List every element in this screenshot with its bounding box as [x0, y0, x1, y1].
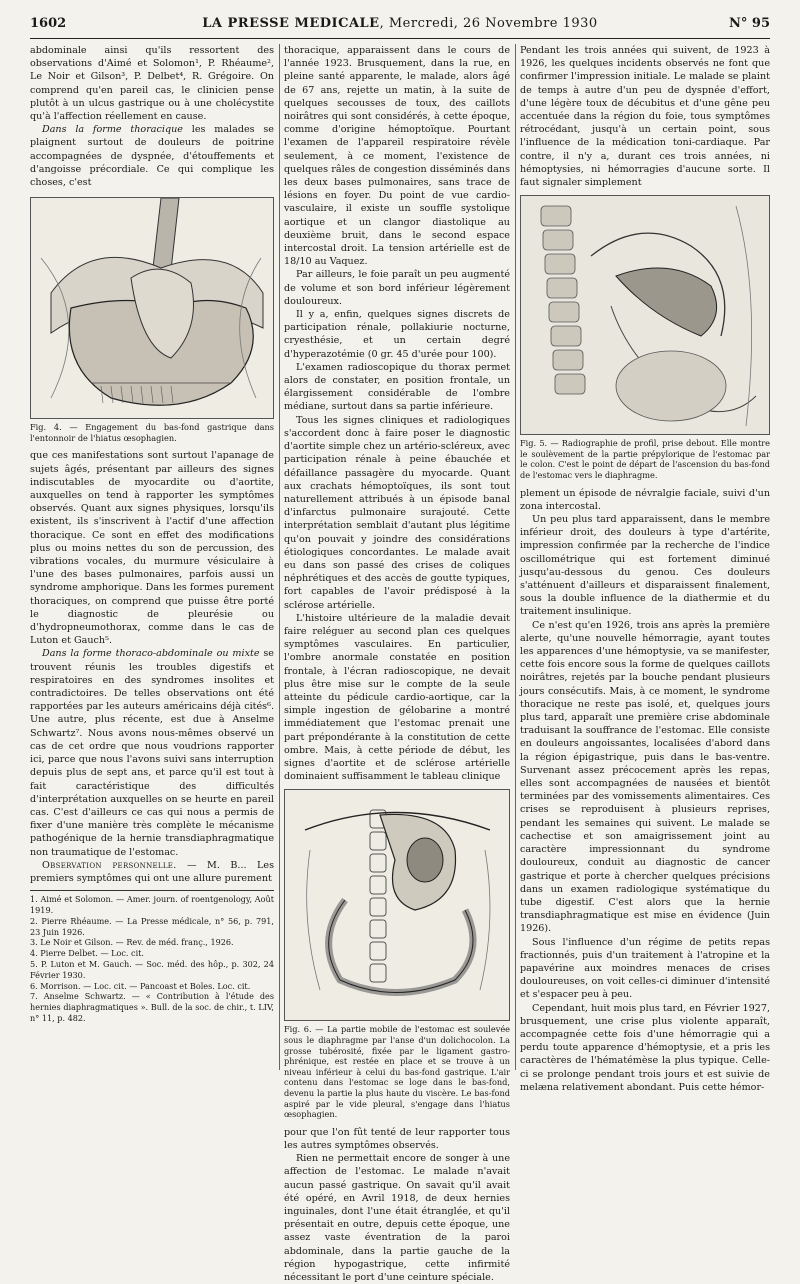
paragraph-text: se trouvent réunis les troubles digestifs et respiratoires en des syndromes insolites et contradictoires. De telles observations ont été rapportées par les auteurs américains déjà cités⁶. Une autre, plus récente, est due à Anselme Schwartz⁷. Nous avons nous-mêmes observé un cas de cet ordre que nous voudrions rapporter ici, parce que nous l'avons suivi sans interruption depuis plus de sept ans, et parce qu'il est tout à fait caractéristique des difficultés d'interprétation auxquelles on se heurte en pareil cas. C'est d'ailleurs ce cas qui nous a permis de fixer d'une manière très complète le mécanisme pathogénique de la hernie transdiaphragmatique non traumatique de l'estomac.	[30, 648, 274, 858]
paragraph	[30, 123, 274, 189]
caption-text: — La partie mobile de l'estomac est soulevée sous le diaphragme par l'anse d'un dolichocolon. La grosse tubérosité, fixée par le ligament gastro-phrénique, est restée en place et se trouve à un niveau inférieur à celui du bas-fond gastrique. L'air contenu dans l'estomac se loge dans le bas-fond, devenu la partie la plus haute du viscère. Le bas-fond aspiré par le vide pleural, s'engage dans l'hiatus œsophagien.	[284, 1024, 511, 1120]
paragraph	[30, 647, 274, 858]
footnote: 6. Morrison. — Loc. cit. — Pancoast et Boles. Loc. cit.	[30, 980, 251, 991]
paragraph: Cependant, huit mois plus tard, en Février 1927, brusquement, une crise plus violente apparaît, accompagnée cette fois d'une hémorragie qui a perdu toute apparence d'hémoptysie, et a pris les caractères de l'hématémèse la plus typique. Celle-ci se prolonge pendant trois jours et est suivie de melæna relativement abondant. Puis cette hémor-	[520, 1002, 770, 1093]
paragraph	[30, 859, 274, 885]
paragraph: pour que l'on fût tenté de leur rapporter tous les autres symptômes observés.	[284, 1126, 510, 1151]
paragraph: Un peu plus tard apparaissent, dans le membre inférieur droit, des douleurs à type d'artérite, impression confirmée par la recherche de l'indice oscillométrique qui est fortement diminué jusqu'au-dessous du genou. Ces douleurs s'atténuent d'ailleurs et disparaissent finalement, sous la double influence de la diathermie et du traitement insulinique.	[520, 514, 770, 618]
column-3	[520, 44, 770, 1094]
figure-6-illustration	[284, 789, 510, 1021]
paragraph: L'examen radioscopique du thorax permet alors de constater, en position frontale, un élargissement considérable de l'ombre médiane, surtout dans sa partie inférieure.	[284, 361, 510, 413]
radiograph-drawing	[521, 196, 769, 434]
page-header	[30, 16, 770, 39]
paragraph: Il y a, enfin, quelques signes discrets de participation rénale, pollakiurie nocturne, cryesthésie, et un certain degré d'hyperazotémie (0 gr. 45 d'urée pour 100).	[284, 309, 510, 360]
figure-4-caption	[30, 422, 274, 443]
paragraph: Rien ne permettait encore de songer à une affection de l'estomac. Le malade n'avait aucun passé gastrique. On savait qu'il avait été opéré, en Avril 1918, de deux hernies inguinales, dont l'une était étranglée, et qu'il présentait en outre, depuis cette époque, une assez vaste éventration de la paroi abdominale, dans la partie gauche de la région hypogastrique, cette infirmité nécessitant le port d'une ceinture spéciale.	[284, 1153, 510, 1283]
column-1	[30, 44, 274, 1024]
page-number: 1602	[30, 16, 67, 31]
paragraph-text: les malades se plaignent surtout de douleurs de poitrine accompagnées de dyspnée, d'étouffements et d'angoisse précordiale. Ce qui complique les choses, c'est	[30, 124, 274, 189]
footnote: 7. Anselme Schwartz. — « Contribution à l'étude des hernies diaphragmatiques ». Bull. de la soc. de chir., t. LIV, n° 11, p. 482.	[30, 991, 274, 1023]
footnote: 1. Aimé et Solomon. — Amer. journ. of roentgenology, Août 1919.	[30, 894, 274, 915]
issue-number: N° 95	[729, 16, 770, 31]
running-title	[30, 16, 770, 31]
figure-label: Fig. 4.	[30, 422, 62, 433]
paragraph-text: — M. B... Les premiers symptômes qui ont une allure purement	[30, 859, 274, 884]
paragraph: Tous les signes cliniques et radiologiques s'accordent donc à faire poser le diagnostic d'aortite simple chez un artério-scléreux, avec participation rénale à peine ébauchée et défaillance passagère du myocarde. Quant aux crachats hémoptoïques, ils sont tout naturellement attribués à un épisode banal d'infarctus pulmonaire surajouté. Cette interprétation semblait d'autant plus légitime qu'on pouvait y joindre des considérations étiologiques concordantes. Le malade avait eu dans son passé des crises de coliques néphrétiques et des accès de goutte typiques, fort capables de l'avoir prédisposé à la sclérose artérielle.	[284, 414, 510, 611]
paragraph: L'histoire ultérieure de la maladie devait faire reléguer au second plan ces quelques symptômes vasculaires. En particulier, l'ombre anormale constatée en position frontale, à l'écran radioscopique, ne devait plus être mise sur le compte de la seule atteinte du pédicule cardio-aortique, car la simple ingestion de gélobarine a montré immédiatement que l'estomac prenait une part prépondérante à la constitution de cette ombre. Mais, à cette période de début, les signes d'aortite et de sclérose artérielle dominaient suffisamment le tableau clinique	[284, 612, 510, 783]
footnote: 3. Le Noir et Gilson. — Rev. de méd. franç., 1926.	[30, 937, 234, 948]
figure-6-caption	[284, 1024, 510, 1119]
figure-5-caption	[520, 438, 770, 480]
italic-lead: Dans la forme thoraco-abdominale ou mixte	[42, 648, 260, 660]
figure-5-radiograph	[520, 195, 770, 435]
caption-text: — Radiographie de profil, prise debout. Elle montre le soulèvement de la partie prépylorique de l'estomac par le colon. C'est le point de départ de l'ascension du bas-fond de l'estomac vers le diaphragme.	[520, 438, 770, 481]
footnote: 2. Pierre Rhéaume. — La Presse médicale, n° 56, p. 791, 23 Juin 1926.	[30, 915, 274, 937]
column-rule-1	[279, 44, 280, 1070]
paragraph: Par ailleurs, le foie paraît un peu augmenté de volume et son bord inférieur légèrement douloureux.	[284, 269, 510, 307]
issue-date: , Mercredi, 26 Novembre 1930	[379, 16, 598, 31]
paragraph: Sous l'influence d'un régime de petits repas fractionnés, puis d'un traitement à l'atropine et la papavérine aux moindres menaces de crises douloureuses, on voit celles-ci diminuer d'intensité et s'espacer peu à peu.	[520, 936, 770, 1001]
paragraph: plement un épisode de névralgie faciale, suivi d'un zona intercostal.	[520, 487, 770, 512]
footnote: 4. Pierre Delbet. — Loc. cit.	[30, 948, 144, 959]
hiatus-drawing	[31, 198, 273, 418]
figure-label: Fig. 6.	[284, 1024, 312, 1035]
footnotes	[30, 890, 274, 1024]
paragraph: thoracique, apparaissent dans le cours de l'année 1923. Brusquement, dans la rue, en pleine santé apparente, le malade, alors âgé de 67 ans, rejette un matin, à la suite de quelques secousses de toux, des caillots noirâtres qui sont considérés, à cette époque, comme d'origine hémoptoïque. Pourtant l'examen de l'appareil respiratoire révèle seulement, à ce moment, l'existence de quelques râles de congestion disséminés dans les deux bases pulmonaires, sans trace de lésions en foyer. Du point de vue cardio-vasculaire, il existe un souffle systolique aortique et un clangor diastolique au deuxième bruit, dans le second espace intercostal droit. La tension artérielle est de 18/10 au Vaquez.	[284, 45, 510, 268]
footnote: 5. P. Luton et M. Gauch. — Soc. méd. des hôp., p. 302, 24 Février 1930.	[30, 958, 274, 980]
column-rule-2	[515, 44, 516, 1070]
column-2	[284, 44, 510, 1284]
observation-heading: Observation personnelle.	[42, 859, 177, 871]
paragraph: que ces manifestations sont surtout l'apanage de sujets âgés, présentant par ailleurs des signes indiscutables de myocardite ou d'aortite, auxquelles on tend à rapporter les symptômes observés. Quant aux signes physiques, lorsqu'ils existent, ils s'inscrivent à l'actif d'une affection thoracique. Ce sont en effet des modifications plus ou moins nettes du son de percussion, des vibrations vocales, du murmure vésiculaire à l'une des bases pulmonaires, parfois aussi un syndrome amphorique. Dans les formes purement thoraciques, on comprend que puisse être porté le diagnostic de pleurésie ou d'hydropneumothorax, comme dans le cas de Luton et Gauch⁵.	[30, 450, 274, 647]
journal-name: LA PRESSE MEDICALE	[202, 16, 380, 31]
paragraph: abdominale ainsi qu'ils ressortent des observations d'Aimé et Solomon¹, P. Rhéaume², Le Noir et Gilson³, P. Delbet⁴, R. Grégoire. On comprend qu'en pareil cas, le clinicien pense plutôt à un ulcus gastrique ou à une cholécystite qu'à l'affection réellement en cause.	[30, 45, 274, 123]
figure-4-illustration	[30, 197, 274, 419]
dolichocolon-drawing	[285, 790, 509, 1020]
figure-label: Fig. 5.	[520, 438, 548, 449]
caption-text: — Engagement du bas-fond gastrique dans l'entonnoir de l'hiatus œsophagien.	[30, 422, 275, 443]
paragraph: Ce n'est qu'en 1926, trois ans après la première alerte, qu'une nouvelle hémorragie, ayant toutes les apparences d'une hémoptysie, va se manifester, cette fois encore sous la forme de quelques caillots noirâtres, rejetés par la bouche pendant plusieurs jours consécutifs. Mais, à ce moment, le syndrome thoracique ne reste pas isolé, et, quelques jours plus tard, apparaît une première crise abdominale traduisant la souffrance de l'estomac. Elle consiste en douleurs angoissantes, localisées d'abord dans la région épigastrique, puis dans le bas-ventre. Survenant assez précocement après les repas, elles sont accompagnées de nausées et bientôt terminées par des vomissements alimentaires. Ces crises se reproduisent à plusieurs reprises, pendant les semaines qui suivent. Le malade se cachectise et son amaigrissement joint au caractère impressionnant du syndrome douloureux, conduit au diagnostic de cancer gastrique et porte à chercher quelques précisions dans un examen radiologique systématique du tube digestif. C'est alors que la hernie transdiaphragmatique est mise en évidence (Juin 1926).	[520, 619, 770, 935]
italic-lead: Dans la forme thoracique	[42, 124, 183, 136]
paragraph: Pendant les trois années qui suivent, de 1923 à 1926, les quelques incidents observés ne font que confirmer l'impression initiale. Le malade se plaint de temps à autre d'un peu de dyspnée d'effort, d'une légère toux de décubitus et d'une gêne peu accentuée dans la région du foie, tous symptômes rétrocédant, jusqu'à un certain point, sous l'influence de la médication toni-cardiaque. Par contre, il n'y a, durant ces trois années, ni hémoptysies, ni hémorragies d'aucune sorte. Il faut signaler simplement	[520, 45, 770, 189]
